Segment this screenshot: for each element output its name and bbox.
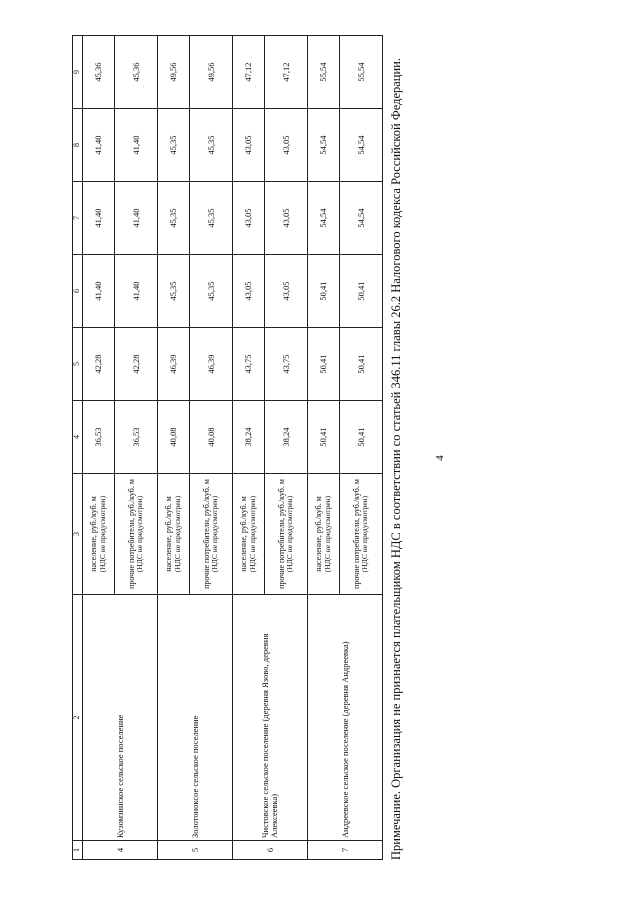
header-cell: 1: [73, 841, 83, 860]
tariff-value: 50,41: [340, 401, 383, 474]
consumer-cell: [190, 474, 233, 595]
tariff-value: 43,05: [265, 109, 308, 182]
tariff-value: 42,28: [115, 328, 158, 401]
consumer-label: население, руб./куб. м: [164, 496, 174, 572]
consumer-cell: [115, 474, 158, 595]
tariff-value: 36,53: [115, 401, 158, 474]
consumer-cell: [265, 474, 308, 595]
tariff-value: 49,56: [158, 36, 190, 109]
settlement-name: Андреевское сельское поселение (деревня Андреевка): [308, 595, 383, 841]
row-number: 7: [308, 841, 383, 860]
tariff-value: 43,05: [233, 255, 265, 328]
tariff-value: 43,05: [233, 182, 265, 255]
tariff-value: 36,53: [83, 401, 115, 474]
header-cell: 6: [73, 255, 83, 328]
tariff-value: 45,35: [190, 182, 233, 255]
header-cell: 7: [73, 182, 83, 255]
tariff-value: 45,35: [190, 255, 233, 328]
tariff-value: 55,54: [340, 36, 383, 109]
consumer-cell: [83, 474, 115, 595]
tariff-value: 50,41: [308, 328, 340, 401]
consumer-cell: [233, 474, 265, 595]
row-number: 6: [233, 841, 308, 860]
tariff-value: 42,28: [83, 328, 115, 401]
tariff-value: 41,40: [115, 255, 158, 328]
vat-note: (НДС не предусмотрен): [97, 495, 107, 573]
table-row: [158, 36, 190, 860]
header-cell: 3: [73, 474, 83, 595]
consumer-cell: [308, 474, 340, 595]
table-row: [308, 36, 340, 860]
tariff-value: 43,75: [265, 328, 308, 401]
tariff-value: 49,56: [190, 36, 233, 109]
header-cell: 4: [73, 401, 83, 474]
vat-note: (НДС не предусмотрен): [210, 495, 220, 573]
tariff-value: 43,05: [233, 109, 265, 182]
row-number: 5: [158, 841, 233, 860]
tariff-value: 41,40: [83, 182, 115, 255]
tariff-value: 54,54: [340, 109, 383, 182]
consumer-label: прочие потребители, руб./куб. м: [351, 479, 361, 589]
consumer-label: прочие потребители, руб./куб. м: [126, 479, 136, 589]
tariff-value: 43,75: [233, 328, 265, 401]
tariff-value: 38,24: [233, 401, 265, 474]
consumer-cell: [158, 474, 190, 595]
tariff-value: 45,35: [158, 255, 190, 328]
consumer-label: население, руб./куб. м: [239, 496, 249, 572]
tariff-value: 41,40: [83, 109, 115, 182]
vat-note: (НДС не предусмотрен): [285, 495, 295, 573]
header-cell: 9: [73, 36, 83, 109]
tariff-value: 40,08: [158, 401, 190, 474]
tariff-value: 54,54: [340, 182, 383, 255]
settlement-name: Золотоноксое сельское поселение: [158, 595, 233, 841]
settlement-name: Кузомзинское сельское поселение: [83, 595, 158, 841]
header-cell: 8: [73, 109, 83, 182]
tariff-value: 38,24: [265, 401, 308, 474]
page-number: 4: [434, 455, 446, 461]
rotated-content: [72, 45, 403, 860]
vat-note: (НДС не предусмотрен): [322, 495, 332, 573]
note-text: Примечание. Организация не признается плательщиком НДС в соответствии со статьей 346.11 главы 26.2 Налогового кодекса Российской Федерации.: [389, 58, 403, 860]
tariff-value: 45,36: [115, 36, 158, 109]
tariff-value: 45,36: [83, 36, 115, 109]
header-cell: 5: [73, 328, 83, 401]
vat-note: (НДС не предусмотрен): [135, 495, 145, 573]
tariff-value: 50,41: [308, 255, 340, 328]
tariff-value: 45,35: [190, 109, 233, 182]
tariff-table: [72, 35, 383, 860]
table-row: [233, 36, 265, 860]
tariff-value: 41,40: [115, 182, 158, 255]
row-number: 4: [83, 841, 158, 860]
tariff-value: 41,40: [83, 255, 115, 328]
tariff-value: 50,41: [340, 328, 383, 401]
consumer-label: прочие потребители, руб./куб. м: [276, 479, 286, 589]
settlement-name: Чистовское сельское поселение (деревня Язово, деревня Алексеевка): [233, 595, 308, 841]
tariff-value: 43,05: [265, 182, 308, 255]
tariff-value: 41,40: [115, 109, 158, 182]
tariff-value: 45,35: [158, 109, 190, 182]
consumer-label: население, руб./куб. м: [314, 496, 324, 572]
tariff-value: 54,54: [308, 109, 340, 182]
vat-note: (НДС не предусмотрен): [360, 495, 370, 573]
tariff-value: 45,35: [158, 182, 190, 255]
vat-note: (НДС не предусмотрен): [247, 495, 257, 573]
tariff-value: 50,41: [308, 401, 340, 474]
consumer-cell: [340, 474, 383, 595]
tariff-value: 46,39: [190, 328, 233, 401]
header-cell: 2: [73, 595, 83, 841]
consumer-label: население, руб./куб. м: [89, 496, 99, 572]
tariff-value: 47,12: [233, 36, 265, 109]
tariff-value: 40,08: [190, 401, 233, 474]
header-row: [73, 36, 83, 860]
tariff-value: 46,39: [158, 328, 190, 401]
tariff-value: 54,54: [308, 182, 340, 255]
vat-note: (НДС не предусмотрен): [172, 495, 182, 573]
tariff-value: 47,12: [265, 36, 308, 109]
tariff-value: 55,54: [308, 36, 340, 109]
tariff-value: 50,41: [340, 255, 383, 328]
table-row: [83, 36, 115, 860]
consumer-label: прочие потребители, руб./куб. м: [201, 479, 211, 589]
tariff-value: 43,05: [265, 255, 308, 328]
